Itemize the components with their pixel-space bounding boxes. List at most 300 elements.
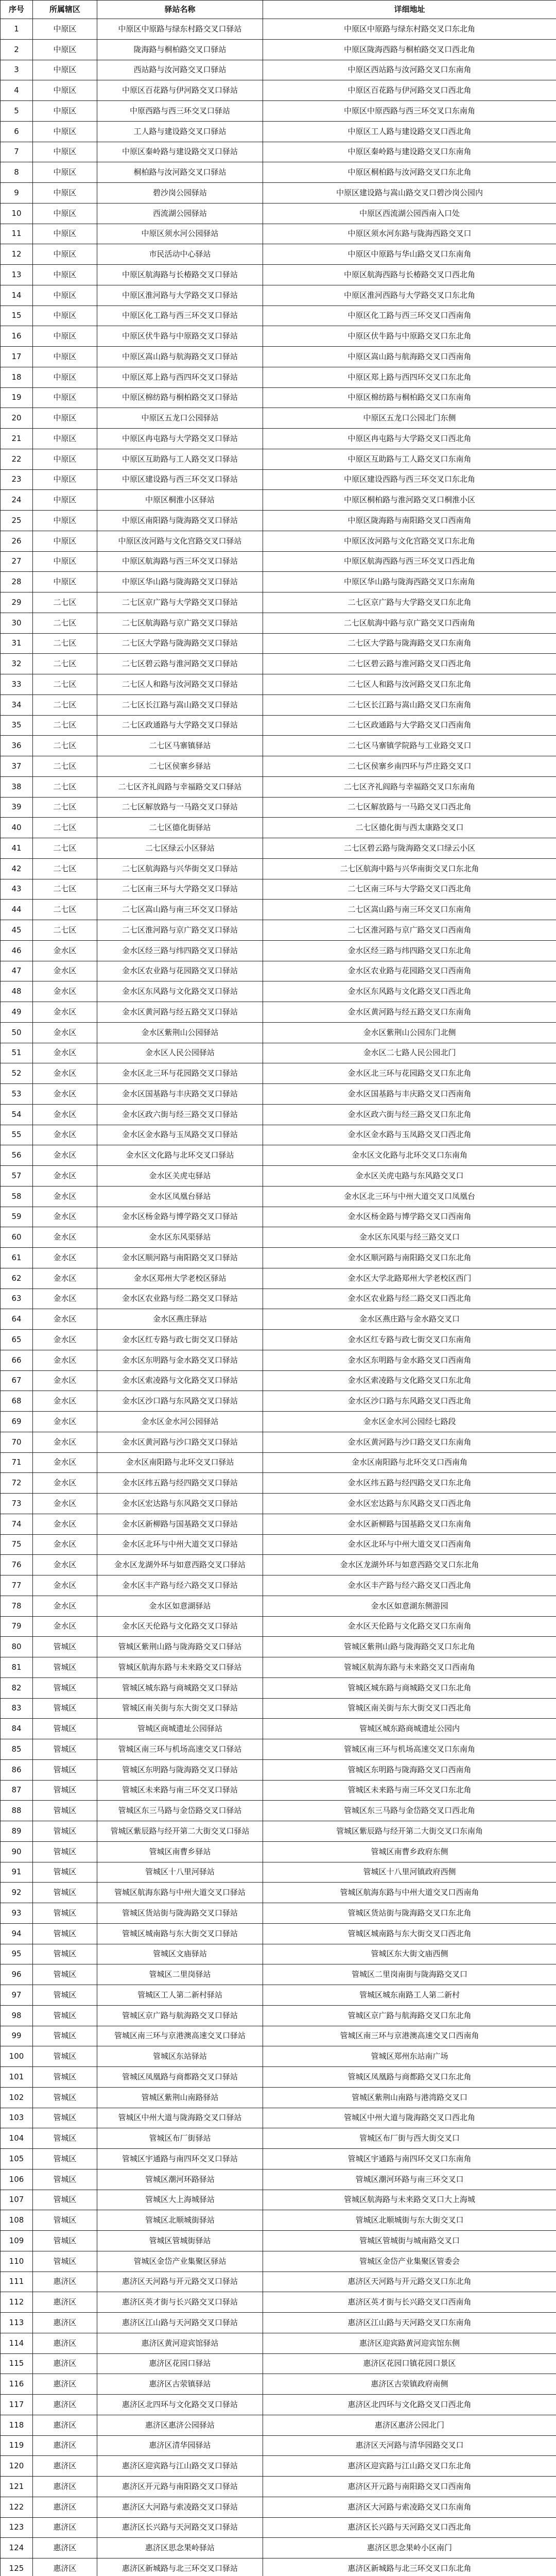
cell-no: 12 — [1, 244, 33, 265]
table-row — [1, 2374, 556, 2395]
cell-name: 惠济区迎宾路与江山路交叉口驿站 — [97, 2456, 263, 2477]
cell-address: 惠济区开元路与南阳路交叉口西南角 — [263, 2477, 556, 2497]
cell-no: 45 — [1, 920, 33, 941]
cell-no: 90 — [1, 1841, 33, 1862]
cell-address: 中原区冉屯路与大学路交叉口西北角 — [263, 429, 556, 449]
cell-address: 管城区南三环与机场高速交叉口东南角 — [263, 1739, 556, 1760]
cell-district: 管城区 — [33, 1883, 97, 1903]
table-row — [1, 2169, 556, 2190]
cell-address: 惠济区古荥镇政府南侧 — [263, 2374, 556, 2395]
cell-name: 中原区汝河路与文化宫路交叉口驿站 — [97, 531, 263, 551]
cell-no: 33 — [1, 674, 33, 695]
cell-address: 中原区西流湖公园西南入口处 — [263, 203, 556, 224]
cell-district: 管城区 — [33, 1698, 97, 1719]
table-row — [1, 1534, 556, 1555]
cell-no: 87 — [1, 1780, 33, 1801]
cell-name: 金水区沙口路与东风路交叉口驿站 — [97, 1391, 263, 1412]
cell-name: 金水区经三路与纬四路交叉口驿站 — [97, 940, 263, 961]
cell-address: 金水区文化路与北环交叉口东南角 — [263, 1145, 556, 1166]
cell-name: 金水区郑州大学老校区驿站 — [97, 1268, 263, 1289]
cell-no: 86 — [1, 1759, 33, 1780]
table-row — [1, 1780, 556, 1801]
cell-name: 市民活动中心驿站 — [97, 244, 263, 265]
cell-name: 金水区东风渠驿站 — [97, 1227, 263, 1248]
cell-district: 中原区 — [33, 408, 97, 429]
cell-address: 中原区棉纺路与桐柏路交叉口东南角 — [263, 387, 556, 408]
cell-no: 100 — [1, 2046, 33, 2067]
cell-no: 104 — [1, 2128, 33, 2149]
cell-name: 金水区紫荆山公园驿站 — [97, 1022, 263, 1043]
cell-no: 3 — [1, 60, 33, 80]
cell-name: 惠济区天河路与开元路交叉口驿站 — [97, 2272, 263, 2292]
cell-no: 5 — [1, 101, 33, 122]
cell-district: 金水区 — [33, 1596, 97, 1616]
cell-district: 管城区 — [33, 1903, 97, 1924]
cell-no: 58 — [1, 1186, 33, 1207]
table-row — [1, 736, 556, 756]
cell-district: 二七区 — [33, 776, 97, 797]
cell-address: 金水区黄河路与经五路交叉口东南角 — [263, 1002, 556, 1023]
cell-district: 金水区 — [33, 1473, 97, 1494]
cell-address: 金水区北三环与中州大道交叉口凤凰台 — [263, 1186, 556, 1207]
cell-district: 金水区 — [33, 1494, 97, 1514]
cell-address: 二七区人和路与汝河路交叉口东北角 — [263, 674, 556, 695]
cell-district: 惠济区 — [33, 2497, 97, 2517]
cell-no: 28 — [1, 572, 33, 592]
table-row — [1, 633, 556, 654]
table-row — [1, 1657, 556, 1678]
cell-district: 中原区 — [33, 387, 97, 408]
table-row — [1, 1104, 556, 1125]
table-row — [1, 1309, 556, 1330]
table-row — [1, 1862, 556, 1883]
cell-district: 金水区 — [33, 1350, 97, 1370]
cell-no: 89 — [1, 1821, 33, 1842]
cell-district: 中原区 — [33, 285, 97, 306]
table-row — [1, 39, 556, 60]
cell-district: 金水区 — [33, 1391, 97, 1412]
table-row — [1, 1063, 556, 1084]
table-row — [1, 1677, 556, 1698]
cell-address: 中原区须水河东路与陇海西路交叉口 — [263, 224, 556, 244]
table-row — [1, 2435, 556, 2456]
cell-no: 9 — [1, 183, 33, 204]
cell-address: 中原区工人路与建设路交叉口西北角 — [263, 121, 556, 142]
cell-name: 中原区淮河路与大学路交叉口驿站 — [97, 285, 263, 306]
cell-name: 中原区秦岭路与建设路交叉口驿站 — [97, 142, 263, 162]
cell-name: 管城区紫荆山路与陇海路交叉口驿站 — [97, 1637, 263, 1657]
cell-no: 91 — [1, 1862, 33, 1883]
cell-district: 管城区 — [33, 1944, 97, 1964]
cell-address: 管城区潮河环路与南三环交叉口 — [263, 2169, 556, 2190]
cell-address: 中原区建设西路与西三环交叉口东北角 — [263, 469, 556, 490]
cell-address: 二七区京广路与大学路交叉口东北角 — [263, 592, 556, 613]
table-row — [1, 1637, 556, 1657]
cell-district: 金水区 — [33, 1534, 97, 1555]
cell-name: 金水区南阳路与北环交叉口驿站 — [97, 1452, 263, 1473]
cell-address: 管城区紫荆山路与陇海路交叉口东北角 — [263, 1637, 556, 1657]
cell-address: 惠济区新城路与北三环交叉口东北角 — [263, 2558, 556, 2576]
cell-address: 管城区未来路与南三环交叉口东北角 — [263, 1780, 556, 1801]
cell-name: 二七区马寨镇驿站 — [97, 736, 263, 756]
table-row — [1, 1248, 556, 1268]
cell-no: 46 — [1, 940, 33, 961]
table-row — [1, 306, 556, 326]
cell-district: 惠济区 — [33, 2517, 97, 2538]
cell-address: 金水区天伦路与文化路交叉口东南角 — [263, 1616, 556, 1637]
table-row — [1, 592, 556, 613]
cell-name: 二七区德化街驿站 — [97, 818, 263, 838]
table-row — [1, 838, 556, 859]
cell-no: 14 — [1, 285, 33, 306]
table-row — [1, 469, 556, 490]
cell-address: 中原区桐柏路与汝河路交叉口东北角 — [263, 162, 556, 183]
table-row — [1, 2558, 556, 2576]
cell-name: 管城区北顺城街驿站 — [97, 2210, 263, 2231]
cell-no: 56 — [1, 1145, 33, 1166]
cell-district: 二七区 — [33, 797, 97, 818]
cell-district: 管城区 — [33, 2231, 97, 2251]
cell-address: 中原区化工路与西三环交叉口西南角 — [263, 306, 556, 326]
cell-name: 惠济区长兴路与天河路交叉口驿站 — [97, 2517, 263, 2538]
cell-address: 管城区东三马路与金岱路交叉口西北角 — [263, 1801, 556, 1821]
cell-district: 中原区 — [33, 265, 97, 285]
table-row — [1, 2395, 556, 2415]
cell-name: 管城区东三马路与金岱路交叉口驿站 — [97, 1801, 263, 1821]
table-row — [1, 1494, 556, 1514]
cell-name: 金水区金水河公园驿站 — [97, 1412, 263, 1432]
table-row — [1, 1903, 556, 1924]
cell-district: 惠济区 — [33, 2435, 97, 2456]
table-row — [1, 1412, 556, 1432]
cell-district: 中原区 — [33, 244, 97, 265]
cell-name: 惠济区北四环与文化路交叉口驿站 — [97, 2395, 263, 2415]
cell-address: 中原区互助路与工人路交叉口东南角 — [263, 449, 556, 469]
table-row — [1, 2333, 556, 2353]
table-row — [1, 2313, 556, 2333]
cell-district: 惠济区 — [33, 2272, 97, 2292]
cell-name: 金水区人民公园驿站 — [97, 1043, 263, 1063]
cell-name: 管城区商城遗址公园驿站 — [97, 1719, 263, 1739]
table-row — [1, 1268, 556, 1289]
cell-district: 金水区 — [33, 1268, 97, 1289]
table-row — [1, 2272, 556, 2292]
cell-name: 管城区管城街驿站 — [97, 2231, 263, 2251]
cell-name: 金水区纬五路与经四路交叉口驿站 — [97, 1473, 263, 1494]
cell-name: 管城区航海东路与中州大道交叉口驿站 — [97, 1883, 263, 1903]
cell-no: 95 — [1, 1944, 33, 1964]
cell-district: 中原区 — [33, 367, 97, 387]
table-row — [1, 347, 556, 367]
cell-name: 二七区侯寨乡驿站 — [97, 756, 263, 777]
cell-no: 71 — [1, 1452, 33, 1473]
cell-address: 管城区航海路与未来路交叉口大上海城 — [263, 2190, 556, 2210]
cell-no: 99 — [1, 2026, 33, 2046]
cell-no: 73 — [1, 1494, 33, 1514]
cell-name: 金水区黄河路与沙口路交叉口驿站 — [97, 1432, 263, 1452]
cell-address: 惠济区天河路与清华园路交叉口 — [263, 2435, 556, 2456]
cell-no: 36 — [1, 736, 33, 756]
cell-no: 124 — [1, 2538, 33, 2558]
cell-name: 西站路与汝河路交叉口驿站 — [97, 60, 263, 80]
cell-address: 管城区金岱产业集聚区管委会 — [263, 2251, 556, 2272]
table-row — [1, 142, 556, 162]
header-no: 序号 — [1, 1, 33, 19]
cell-name: 惠济区开元路与南阳路交叉口驿站 — [97, 2477, 263, 2497]
table-row — [1, 674, 556, 695]
cell-name: 中原区化工路与西三环交叉口驿站 — [97, 306, 263, 326]
table-row — [1, 1883, 556, 1903]
cell-name: 管城区南关街与东大街交叉口驿站 — [97, 1698, 263, 1719]
cell-no: 35 — [1, 715, 33, 736]
table-row — [1, 2108, 556, 2128]
cell-no: 78 — [1, 1596, 33, 1616]
table-row — [1, 551, 556, 572]
cell-district: 二七区 — [33, 838, 97, 859]
cell-no: 24 — [1, 490, 33, 511]
cell-name: 金水区北环与中州大道交叉口驿站 — [97, 1534, 263, 1555]
cell-name: 中原区百花路与伊河路交叉口驿站 — [97, 80, 263, 101]
cell-name: 二七区长江路与嵩山路交叉口驿站 — [97, 694, 263, 715]
cell-address: 金水区北三环与花园路交叉口东北角 — [263, 1063, 556, 1084]
cell-district: 管城区 — [33, 1964, 97, 1985]
cell-name: 金水区燕庄驿站 — [97, 1309, 263, 1330]
cell-no: 123 — [1, 2517, 33, 2538]
cell-no: 68 — [1, 1391, 33, 1412]
cell-address: 惠济区大河路与索凌路交叉口东南角 — [263, 2497, 556, 2517]
cell-address: 管城区紫荆山南路与港湾路交叉口 — [263, 2087, 556, 2108]
cell-district: 二七区 — [33, 694, 97, 715]
cell-district: 二七区 — [33, 613, 97, 633]
cell-address: 管城区管城街与城南路交叉口 — [263, 2231, 556, 2251]
cell-no: 108 — [1, 2210, 33, 2231]
table-row — [1, 1022, 556, 1043]
cell-district: 中原区 — [33, 80, 97, 101]
table-row — [1, 2538, 556, 2558]
cell-district: 惠济区 — [33, 2558, 97, 2576]
cell-no: 72 — [1, 1473, 33, 1494]
cell-district: 二七区 — [33, 736, 97, 756]
cell-district: 金水区 — [33, 1043, 97, 1063]
cell-no: 22 — [1, 449, 33, 469]
cell-name: 金水区金水路与玉凤路交叉口驿站 — [97, 1125, 263, 1145]
cell-name: 管城区金岱产业集聚区驿站 — [97, 2251, 263, 2272]
table-row — [1, 101, 556, 122]
cell-name: 二七区碧云路与淮河路交叉口驿站 — [97, 654, 263, 674]
cell-address: 中原区建设路与嵩山路交叉口碧沙岗公园内 — [263, 183, 556, 204]
cell-name: 管城区大上海城驿站 — [97, 2190, 263, 2210]
cell-name: 中原区伏牛路与中原路交叉口驿站 — [97, 326, 263, 347]
cell-address: 管城区宇通路与南四环交叉口东南角 — [263, 2149, 556, 2170]
cell-no: 107 — [1, 2190, 33, 2210]
cell-address: 金水区如意湖东侧游园 — [263, 1596, 556, 1616]
cell-district: 中原区 — [33, 19, 97, 40]
cell-name: 二七区政通路与大学路交叉口驿站 — [97, 715, 263, 736]
cell-address: 管城区郑州东站南广场 — [263, 2046, 556, 2067]
cell-name: 管城区东站驿站 — [97, 2046, 263, 2067]
table-row — [1, 1125, 556, 1145]
table-row — [1, 1739, 556, 1760]
cell-name: 中原区嵩山路与航海路交叉口驿站 — [97, 347, 263, 367]
cell-name: 二七区南三环与大学路交叉口驿站 — [97, 879, 263, 900]
cell-district: 中原区 — [33, 39, 97, 60]
cell-no: 121 — [1, 2477, 33, 2497]
cell-no: 7 — [1, 142, 33, 162]
cell-district: 金水区 — [33, 1125, 97, 1145]
cell-name: 金水区东明路与金水路交叉口驿站 — [97, 1350, 263, 1370]
cell-no: 88 — [1, 1801, 33, 1821]
cell-address: 金水区东风渠与经三路交叉口 — [263, 1227, 556, 1248]
table-row — [1, 1043, 556, 1063]
cell-no: 32 — [1, 654, 33, 674]
cell-no: 37 — [1, 756, 33, 777]
cell-district: 金水区 — [33, 1145, 97, 1166]
cell-no: 15 — [1, 306, 33, 326]
table-row — [1, 183, 556, 204]
cell-name: 中原区冉屯路与大学路交叉口驿站 — [97, 429, 263, 449]
cell-no: 1 — [1, 19, 33, 40]
table-row — [1, 1084, 556, 1105]
cell-no: 23 — [1, 469, 33, 490]
cell-address: 中原区百花路与伊河路交叉口西北角 — [263, 80, 556, 101]
cell-name: 金水区丰产路与经六路交叉口驿站 — [97, 1575, 263, 1596]
table-row — [1, 961, 556, 981]
table-row — [1, 2517, 556, 2538]
cell-address: 金水区丰产路与经六路交叉口西北角 — [263, 1575, 556, 1596]
table-row — [1, 2026, 556, 2046]
table-row — [1, 408, 556, 429]
cell-district: 管城区 — [33, 2108, 97, 2128]
cell-no: 109 — [1, 2231, 33, 2251]
table-row — [1, 940, 556, 961]
cell-name: 管城区南曹乡驿站 — [97, 1841, 263, 1862]
cell-name: 中原区南阳路与陇海路交叉口驿站 — [97, 511, 263, 531]
table-row — [1, 920, 556, 941]
cell-no: 65 — [1, 1330, 33, 1350]
cell-no: 59 — [1, 1207, 33, 1227]
cell-district: 二七区 — [33, 654, 97, 674]
cell-district: 管城区 — [33, 1985, 97, 2006]
cell-no: 44 — [1, 900, 33, 920]
cell-name: 管城区潮河环路驿站 — [97, 2169, 263, 2190]
cell-name: 惠济区花园口驿站 — [97, 2353, 263, 2374]
cell-name: 金水区东风路与文化路交叉口驿站 — [97, 981, 263, 1002]
cell-address: 金水区二七路人民公园北门 — [263, 1043, 556, 1063]
cell-no: 81 — [1, 1657, 33, 1678]
cell-name: 管城区文庙驿站 — [97, 1944, 263, 1964]
cell-name: 惠济区清华园驿站 — [97, 2435, 263, 2456]
cell-name: 金水区政六街与经三路交叉口驿站 — [97, 1104, 263, 1125]
cell-name: 金水区农业路与花园路交叉口驿站 — [97, 961, 263, 981]
cell-name: 二七区齐礼阎路与幸福路交叉口驿站 — [97, 776, 263, 797]
cell-no: 39 — [1, 797, 33, 818]
cell-address: 中原区航海西路与西三环交叉口西北角 — [263, 551, 556, 572]
cell-no: 13 — [1, 265, 33, 285]
cell-no: 60 — [1, 1227, 33, 1248]
table-row — [1, 2231, 556, 2251]
cell-no: 31 — [1, 633, 33, 654]
table-row — [1, 613, 556, 633]
cell-no: 105 — [1, 2149, 33, 2170]
cell-no: 10 — [1, 203, 33, 224]
cell-no: 66 — [1, 1350, 33, 1370]
cell-address: 管城区航海东路与未来路交叉口西南角 — [263, 1657, 556, 1678]
cell-address: 惠济区思念果岭小区南门 — [263, 2538, 556, 2558]
cell-name: 中原区五龙口公园驿站 — [97, 408, 263, 429]
cell-no: 62 — [1, 1268, 33, 1289]
cell-district: 中原区 — [33, 449, 97, 469]
cell-district: 管城区 — [33, 2149, 97, 2170]
table-row — [1, 1801, 556, 1821]
cell-district: 中原区 — [33, 121, 97, 142]
cell-name: 管城区城南路与东大街交叉口驿站 — [97, 1923, 263, 1944]
table-row — [1, 694, 556, 715]
table-row — [1, 162, 556, 183]
cell-district: 管城区 — [33, 2005, 97, 2026]
cell-address: 金水区新柳路与国基路交叉口东南角 — [263, 1514, 556, 1534]
cell-no: 11 — [1, 224, 33, 244]
cell-address: 管城区城东南路工人第二新村 — [263, 1985, 556, 2006]
cell-district: 金水区 — [33, 1084, 97, 1105]
cell-name: 惠济区大河路与索凌路交叉口驿站 — [97, 2497, 263, 2517]
cell-no: 2 — [1, 39, 33, 60]
cell-no: 70 — [1, 1432, 33, 1452]
cell-address: 金水区大学北路郑州大学老校区西门 — [263, 1268, 556, 1289]
cell-address: 中原区华山路与陇海西路交叉口东南角 — [263, 572, 556, 592]
cell-district: 金水区 — [33, 1002, 97, 1023]
cell-district: 管城区 — [33, 1821, 97, 1842]
cell-no: 96 — [1, 1964, 33, 1985]
table-row — [1, 1821, 556, 1842]
cell-no: 84 — [1, 1719, 33, 1739]
cell-no: 8 — [1, 162, 33, 183]
table-row — [1, 1514, 556, 1534]
cell-name: 金水区龙湖外环与如意西路交叉口驿站 — [97, 1555, 263, 1575]
cell-no: 92 — [1, 1883, 33, 1903]
cell-district: 二七区 — [33, 592, 97, 613]
cell-address: 中原区五龙口公园北门东侧 — [263, 408, 556, 429]
cell-district: 惠济区 — [33, 2313, 97, 2333]
table-row — [1, 1207, 556, 1227]
cell-no: 69 — [1, 1412, 33, 1432]
cell-no: 43 — [1, 879, 33, 900]
table-row — [1, 858, 556, 879]
cell-district: 金水区 — [33, 1248, 97, 1268]
cell-district: 管城区 — [33, 2128, 97, 2149]
cell-name: 二七区淮河路与京广路交叉口驿站 — [97, 920, 263, 941]
cell-district: 管城区 — [33, 1657, 97, 1678]
cell-no: 110 — [1, 2251, 33, 2272]
cell-name: 管城区工人第二新村驿站 — [97, 1985, 263, 2006]
cell-name: 管城区紫荆山南路驿站 — [97, 2087, 263, 2108]
cell-name: 陇海路与桐柏路交叉口驿站 — [97, 39, 263, 60]
cell-district: 金水区 — [33, 1166, 97, 1187]
table-row — [1, 1350, 556, 1370]
cell-name: 金水区宏达路与东风路交叉口驿站 — [97, 1494, 263, 1514]
cell-no: 79 — [1, 1616, 33, 1637]
cell-no: 4 — [1, 80, 33, 101]
table-row — [1, 900, 556, 920]
cell-name: 惠济区黄河迎宾馆驿站 — [97, 2333, 263, 2353]
cell-no: 57 — [1, 1166, 33, 1187]
cell-district: 金水区 — [33, 940, 97, 961]
table-row — [1, 2149, 556, 2170]
cell-no: 83 — [1, 1698, 33, 1719]
cell-address: 惠济区天河路与开元路交叉口东北角 — [263, 2272, 556, 2292]
cell-no: 51 — [1, 1043, 33, 1063]
cell-address: 管城区东大街文庙西侧 — [263, 1944, 556, 1964]
table-row — [1, 367, 556, 387]
